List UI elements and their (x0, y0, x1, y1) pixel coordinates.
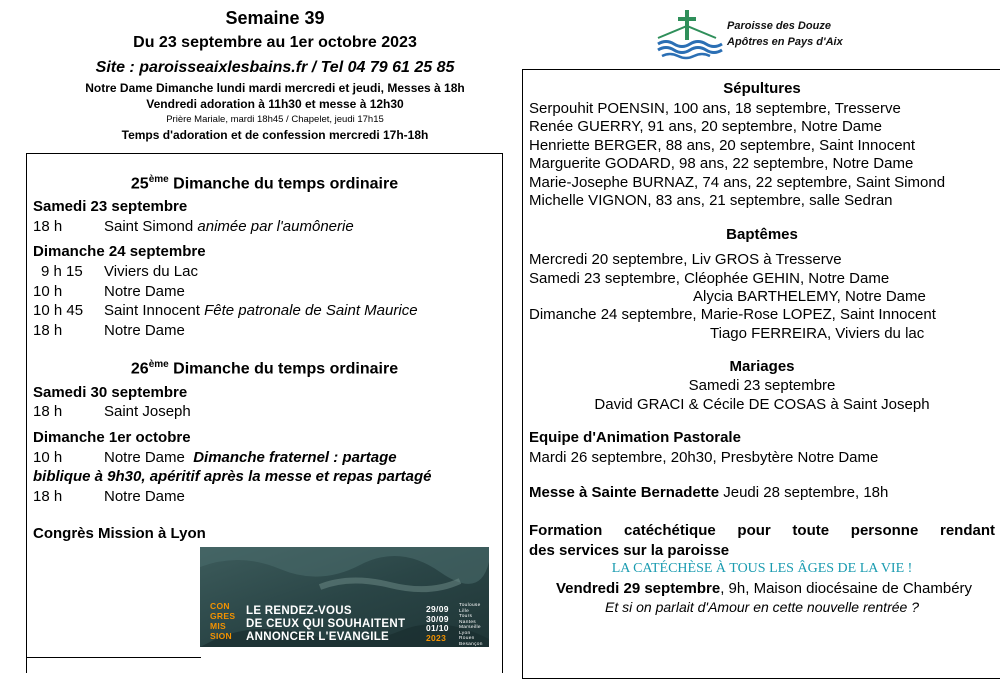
list-item: Alycia BARTHELEMY, Notre Dame (693, 288, 926, 305)
sunday-26-heading: 26ème Dimanche du temps ordinaire (130, 359, 399, 378)
schedule-line: 10 h Notre Dame (33, 283, 185, 300)
schedule-line: 10 h Notre Dame Dimanche fraternel : partage (33, 449, 397, 466)
baptemes-heading: Baptêmes (726, 226, 798, 243)
schedule-line: 18 h Notre Dame (33, 488, 185, 505)
saturday-30-heading: Samedi 30 septembre (33, 384, 188, 401)
catechese-tagline: LA CATÉCHÈSE À TOUS LES ÂGES DE LA VIE ! (611, 561, 913, 576)
list-item: Samedi 23 septembre, Cléophée GEHIN, Notre Dame (529, 270, 890, 287)
banner-dates: 29/09 30/09 01/10 2023 (426, 604, 449, 643)
sepultures-list (529, 100, 945, 210)
list-item: Tiago FERREIRA, Viviers du lac (710, 325, 925, 342)
sunday-24-heading: Dimanche 24 septembre (33, 243, 206, 260)
sepultures-heading: Sépultures (723, 80, 801, 97)
logo-text-line1: Paroisse des Douze (727, 20, 831, 32)
cross-over-waves-logo (654, 8, 724, 60)
notre-dame-messes: Notre Dame Dimanche lundi mardi mercredi et jeudi, Messes à 18h (85, 81, 465, 95)
list-item: Mercredi 20 septembre, Liv GROS à Tresserve (529, 251, 842, 268)
amour-tagline: Et si on parlait d'Amour en cette nouvelle rentrée ? (605, 599, 919, 615)
mariages-names: David GRACI & Cécile DE COSAS à Saint Joseph (594, 396, 930, 413)
saturday-23-heading: Samedi 23 septembre (33, 198, 188, 215)
list-item: Serpouhit POENSIN, 100 ans, 18 septembre, Tresserve (529, 100, 901, 117)
formation-date: Vendredi 29 septembre, 9h, Maison diocésaine de Chambéry (555, 580, 973, 597)
mariages-heading: Mariages (729, 358, 795, 375)
eap-details: Mardi 26 septembre, 20h30, Presbytère Notre Dame (529, 449, 879, 466)
list-item: Henriette BERGER, 88 ans, 20 septembre, Saint Innocent (529, 136, 916, 154)
friday-adoration: Vendredi adoration à 11h30 et messe à 12h30 (146, 97, 404, 111)
banner-cities: Toulouse Lille Tours Nantes Marseille Lyon Rouen Besançon (459, 603, 483, 647)
list-item: Renée GUERRY, 91 ans, 20 septembre, Notre Dame (529, 118, 882, 136)
bulletin-title: Semaine 39 (225, 8, 325, 28)
list-item: Marie-Josephe BURNAZ, 74 ans, 22 septembre, Saint Simond (529, 173, 946, 191)
mariages-date: Samedi 23 septembre (688, 377, 836, 394)
congres-mission: Congrès Mission à Lyon (33, 525, 206, 542)
schedule-line: 18 h Saint Simond animée par l'aumônerie (33, 218, 354, 235)
sunday-25-heading: 25ème Dimanche du temps ordinaire (130, 174, 399, 193)
list-item: Michelle VIGNON, 83 ans, 21 septembre, salle Sedran (529, 192, 893, 210)
marian-prayer: Prière Mariale, mardi 18h45 / Chapelet, jeudi 17h15 (166, 114, 384, 125)
schedule-line: 18 h Notre Dame (33, 322, 185, 339)
eap-heading: Equipe d'Animation Pastorale (529, 429, 741, 446)
logo-text-line2: Apôtres en Pays d'Aix (727, 36, 843, 48)
schedule-line: 18 h Saint Joseph (33, 403, 191, 420)
divider-line (26, 657, 201, 658)
formation-heading-line1: Formation catéchétique pour toute personne rendant (529, 522, 995, 539)
fraternal-sunday-details: biblique à 9h30, apéritif après la messe et repas partagé (33, 468, 432, 485)
adoration-confession: Temps d'adoration et de confession mercredi 17h-18h (121, 128, 429, 142)
banner-headline: LE RENDEZ-VOUS DE CEUX QUI SOUHAITENT ANNONCER L'EVANGILE (246, 605, 406, 643)
messe-sainte-bernadette: Messe à Sainte Bernadette Jeudi 28 septembre, 18h (529, 484, 889, 501)
schedule-line: 9 h 15 Viviers du Lac (41, 263, 198, 280)
bulletin-dates: Du 23 septembre au 1er octobre 2023 (133, 34, 417, 51)
schedule-line: 10 h 45 Saint Innocent Fête patronale de Saint Maurice (33, 302, 418, 319)
list-item: Marguerite GODARD, 98 ans, 22 septembre, Notre Dame (529, 155, 914, 173)
formation-heading-line2: des services sur la paroisse (529, 542, 730, 559)
banner-side-label: CON GRES MIS SION (210, 601, 236, 641)
congres-mission-banner (200, 547, 489, 647)
sunday-1-heading: Dimanche 1er octobre (33, 429, 191, 446)
list-item: Dimanche 24 septembre, Marie-Rose LOPEZ, Saint Innocent (529, 306, 936, 323)
site-and-phone: Site : paroisseaixlesbains.fr / Tel 04 79 61 25 85 (95, 59, 455, 76)
